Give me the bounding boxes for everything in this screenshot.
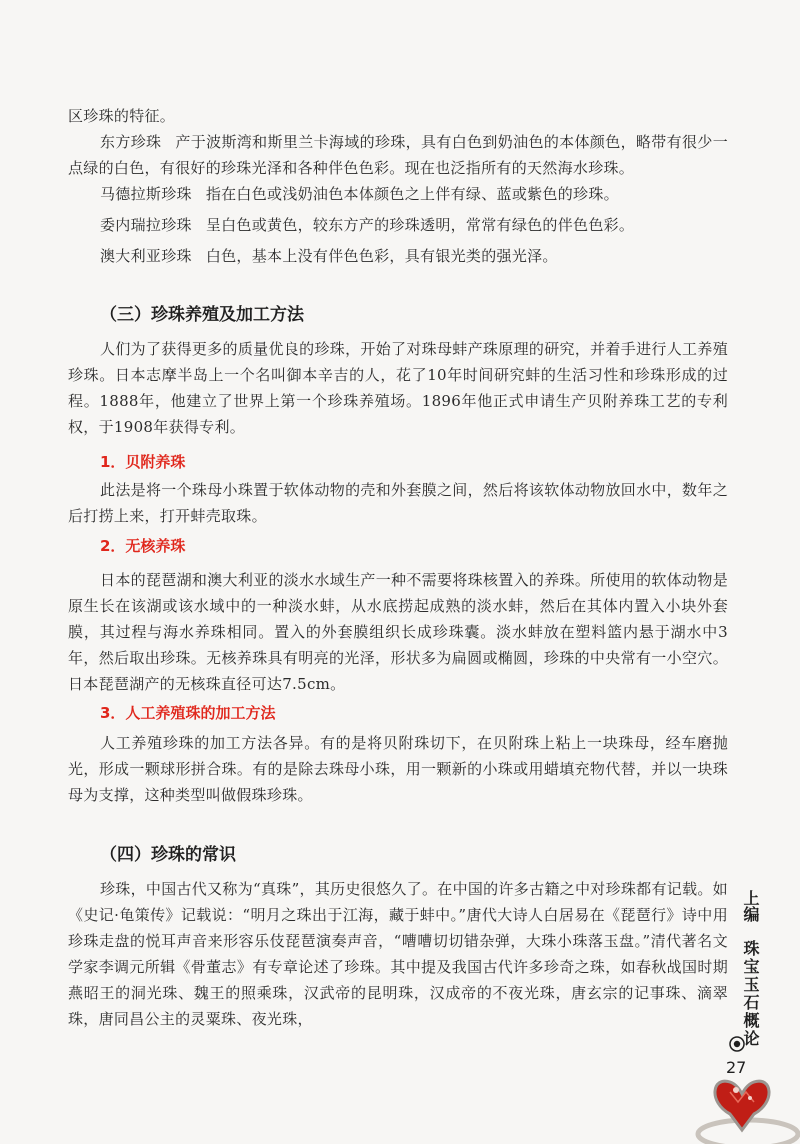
part-label-text: 上编 — [741, 890, 760, 922]
part-label — [736, 890, 764, 927]
subheading-non-nucleated-pearl: 2．无核养珠 — [100, 537, 186, 555]
definition-desc: 呈白色或黄色，较东方产的珍珠透明，常常有绿色的伴色色彩。 — [205, 216, 635, 234]
bullseye-icon — [729, 1036, 745, 1052]
paragraph-non-nucleated-pearl: 日本的琵琶湖和澳大利亚的淡水水域生产一种不需要将珠核置入的养珠。所使用的软体动物是原生长在该湖或该水域中的一种淡水蚌，从水底捞起成熟的淡水蚌，然后在其体内置入小块外套膜，其过程与海水养珠相同。置入的外套膜组织长成珍珠囊。淡水蚌放在塑料篮内悬于湖水中3年，然后取出珍珠。无核养珠具有明亮的光泽，形状多为扁圆或椭圆，珍珠的中央常有一小空穴。日本琵琶湖产的无核珠直径可达7.5cm。 — [68, 571, 728, 693]
heart-gem-ring-image — [690, 1068, 800, 1144]
subheading-processing-method: 3．人工养殖珠的加工方法 — [100, 704, 276, 722]
definition-desc: 白色，基本上没有伴色色彩，具有银光类的强光泽。 — [205, 247, 558, 265]
subheading-nucleated-pearl: 1．贝附养珠 — [100, 453, 186, 471]
section-heading-3: （三）珍珠养殖及加工方法 — [100, 305, 304, 325]
definition-term: 澳大利亚珍珠 — [100, 247, 192, 265]
definition-australia-pearl — [68, 243, 728, 269]
page-number: 27 — [726, 1058, 747, 1077]
book-title-text: 珠宝玉石概论 — [741, 940, 760, 1048]
paragraph-intro: 区珍珠的特征。 — [68, 107, 176, 125]
definition-term: 东方珍珠 — [100, 133, 162, 151]
definition-term: 马德拉斯珍珠 — [100, 185, 192, 203]
definition-desc: 指在白色或浅奶油色本体颜色之上伴有绿、蓝或紫色的珍珠。 — [205, 185, 619, 203]
paragraph-section3: 人们为了获得更多的质量优良的珍珠，开始了对珠母蚌产珠原理的研究，并着手进行人工养殖珍珠。日本志摩半岛上一个名叫御本辛吉的人，花了10年时间研究蚌的生活习性和珍珠形成的过程。1888年，他建立了世界上第一个珍珠养殖场。1896年他正式申请生产贝附养珠工艺的专利权，于1908年获得专利。 — [68, 340, 728, 436]
definition-desc: 产于波斯湾和斯里兰卡海域的珍珠，具有白色到奶油色的本体颜色，略带有很少一点绿的白色，有很好的珍珠光泽和各种伴色色彩。现在也泛指所有的天然海水珍珠。 — [68, 133, 728, 177]
definition-oriental-pearl — [68, 129, 728, 181]
section-heading-4: （四）珍珠的常识 — [100, 845, 236, 865]
definition-venezuela-pearl — [68, 212, 728, 238]
paragraph-processing-method: 人工养殖珍珠的加工方法各异。有的是将贝附珠切下，在贝附珠上粘上一块珠母，经车磨抛光，形成一颗球形拼合珠。有的是除去珠母小珠，用一颗新的小珠或用蜡填充物代替，并以一块珠母为支撑，这种类型叫做假珠珍珠。 — [68, 734, 728, 804]
paragraph-nucleated-pearl: 此法是将一个珠母小珠置于软体动物的壳和外套膜之间，然后将该软体动物放回水中，数年之后打捞上来，打开蚌壳取珠。 — [68, 481, 728, 525]
paragraph-section4: 珍珠，中国古代又称为“真珠”，其历史很悠久了。在中国的许多古籍之中对珍珠都有记载。如《史记·龟策传》记载说：“明月之珠出于江海，藏于蚌中。”唐代大诗人白居易在《琵琶行》诗中用珍珠走盘的悦耳声音来形容乐伎琵琶演奏声音，“嘈嘈切切错杂弹，大珠小珠落玉盘。”清代著名文学家李调元所辑《骨董志》有专章论述了珍珠。其中提及我国古代许多珍奇之珠，如春秋战国时期燕昭王的洞光珠、魏王的照乘珠，汉武帝的昆明珠，汉成帝的不夜光珠，唐玄宗的记事珠、滴翠珠，唐同昌公主的灵粟珠、夜光珠， — [68, 880, 728, 1028]
definition-madras-pearl — [68, 181, 728, 207]
definition-term: 委内瑞拉珍珠 — [100, 216, 192, 234]
